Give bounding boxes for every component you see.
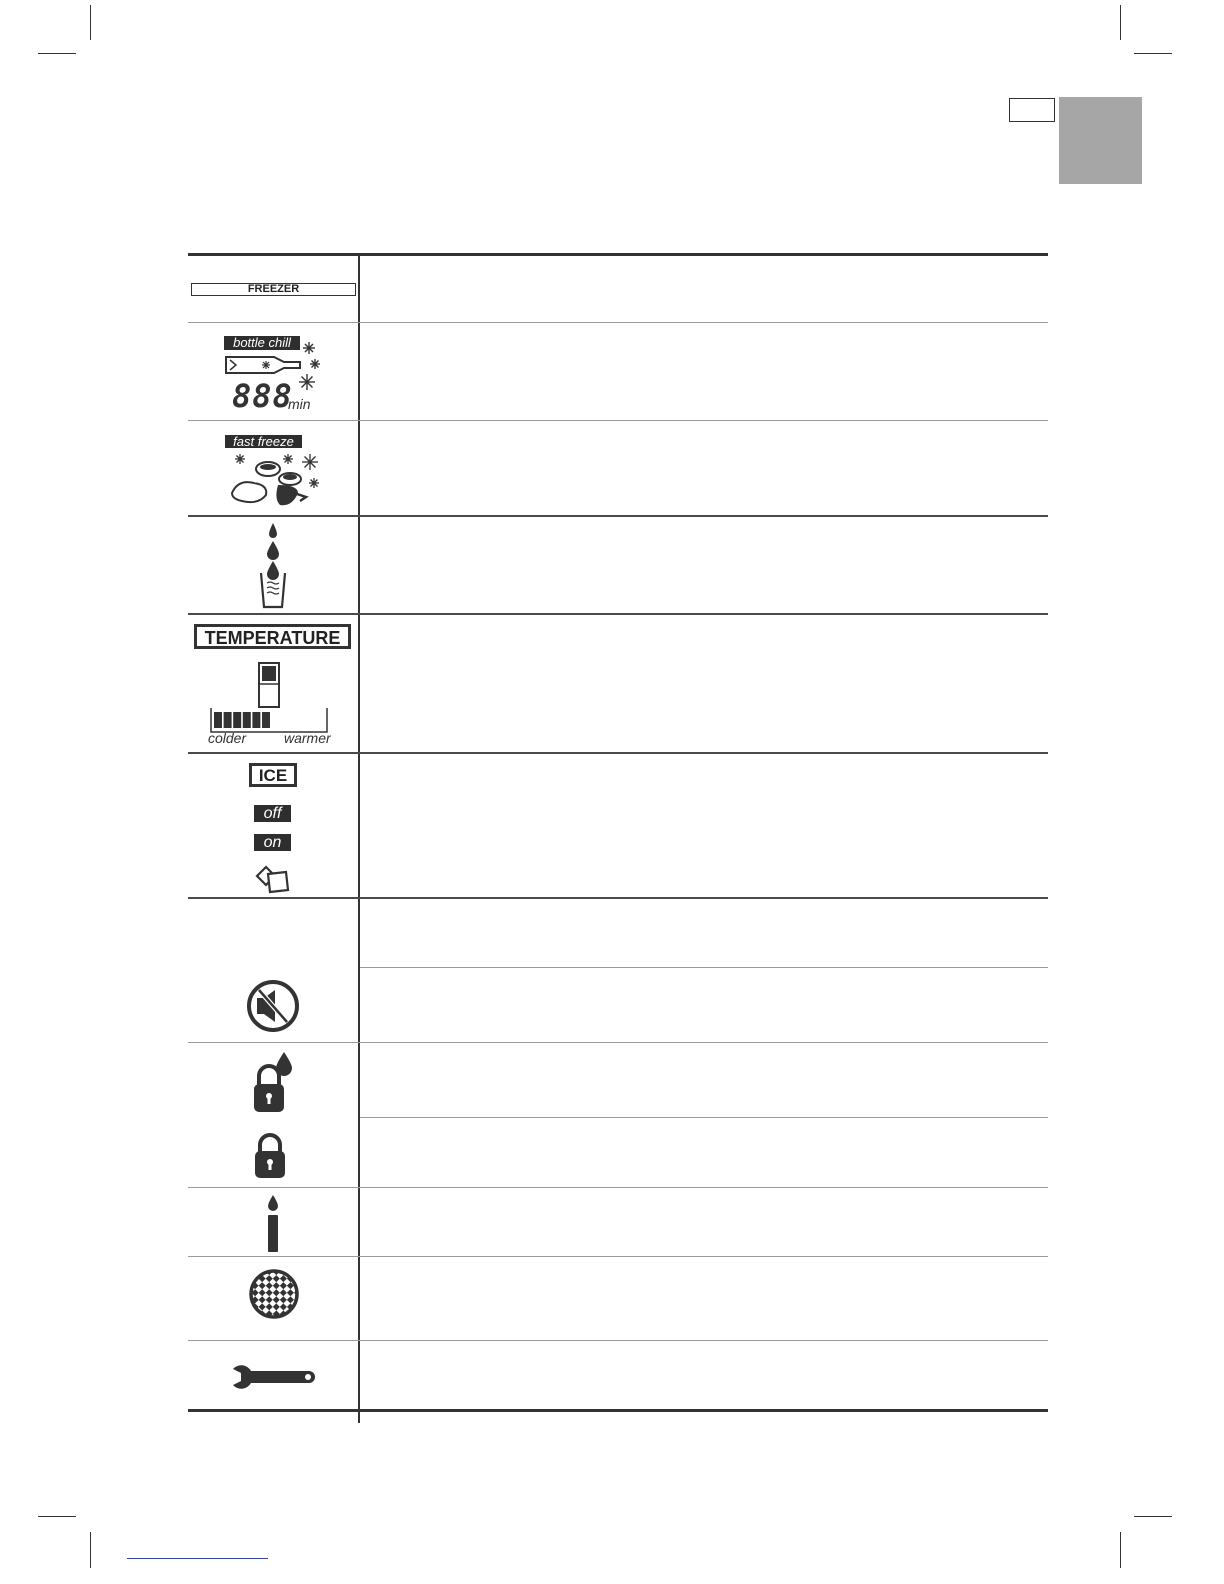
candle-light-icon [264, 1195, 282, 1253]
water-lock-icon [252, 1052, 296, 1114]
row-divider [188, 613, 1048, 615]
fast-freeze-label: fast freeze [225, 435, 302, 448]
crop-mark [90, 1532, 91, 1568]
water-dispense-icon [256, 521, 290, 609]
sub-row-divider [360, 967, 1048, 968]
ice-label: ICE [249, 763, 297, 787]
crop-mark [1134, 53, 1172, 54]
row-divider [188, 1042, 1048, 1043]
ice-cubes-icon [254, 864, 292, 894]
bottle-icon [224, 353, 304, 377]
bottle-chill-label: bottle chill [224, 336, 300, 350]
level-segment [233, 712, 241, 728]
snowflake-icon [303, 340, 341, 392]
temperature-label: TEMPERATURE [194, 624, 351, 649]
crop-mark [1120, 5, 1121, 40]
level-segment [243, 712, 251, 728]
table-top-rule [188, 253, 1048, 256]
fast-freeze-food-icon [228, 449, 323, 509]
row-divider [188, 752, 1048, 754]
table-bottom-rule [188, 1409, 1048, 1412]
ice-on-label: on [254, 834, 291, 851]
freezer-label: FREEZER [191, 283, 356, 296]
fridge-freezer-icon [258, 662, 280, 708]
countdown-digits: 888 [232, 377, 293, 415]
footer-link-underline[interactable] [127, 1558, 268, 1559]
row-divider [188, 1340, 1048, 1341]
colder-label: colder [208, 730, 247, 746]
sub-row-divider [360, 1117, 1048, 1118]
row-divider [188, 515, 1048, 517]
row-divider [188, 322, 1048, 323]
display-icons-table [188, 253, 1048, 1423]
water-filter-icon [248, 1268, 300, 1320]
level-segment [224, 712, 232, 728]
crop-mark [90, 5, 91, 40]
level-segment [262, 712, 270, 728]
level-segment [252, 712, 260, 728]
ice-off-label: off [254, 805, 291, 822]
lock-icon [253, 1133, 287, 1179]
crop-mark [1134, 1516, 1172, 1517]
level-segment [214, 712, 222, 728]
row-divider [188, 1187, 1048, 1188]
minutes-unit: min [288, 396, 311, 412]
crop-mark [38, 53, 76, 54]
row-divider [188, 1256, 1048, 1257]
crop-mark [1120, 1532, 1121, 1568]
language-tab-box [1009, 98, 1055, 122]
column-divider [358, 253, 360, 1423]
row-divider [188, 897, 1048, 899]
language-tab-marker [1059, 97, 1142, 184]
wrench-icon [231, 1365, 315, 1391]
warmer-label: warmer [284, 730, 331, 746]
mute-alarm-icon [246, 979, 300, 1033]
crop-mark [38, 1516, 76, 1517]
row-divider [188, 420, 1048, 421]
